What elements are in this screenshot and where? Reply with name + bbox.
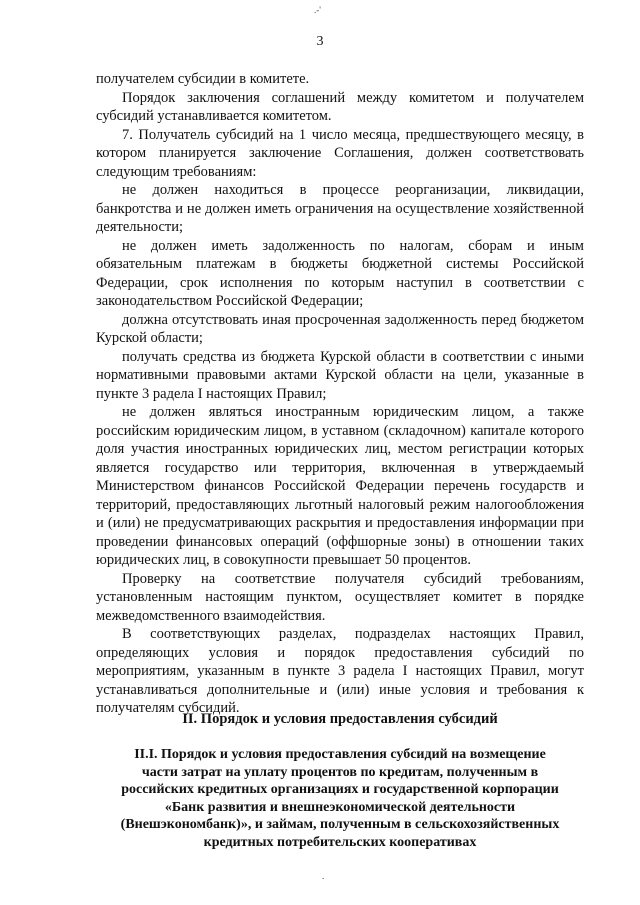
- subsection-title-line: (Внешэкономбанк)», и займам, полученным в сельскохозяйственных: [120, 817, 560, 832]
- section-title: II. Порядок и условия предоставления субсидий: [182, 711, 498, 727]
- paragraph-2: Порядок заключения соглашений между комитетом и получателем субсидий устанавливается комитетом.: [96, 89, 584, 124]
- subsection-title-line: II.I. Порядок и условия предоставления субсидий на возмещение: [134, 747, 546, 762]
- paragraph-8: не должен являться иностранным юридическим лицом, а также российским юридическим лицом, в уставном (складочном) капитале которого доля участия иностранных юридических лиц, местом регистрации которых является государство или территория, включенная в утверждаемый Министерством финансов Российской Федерации перечень государств и территорий, предоставляющих льготный налоговый режим налогообложения и (или) не предусматривающих раскрытия и предоставления информации при проведении финансовых операций (оффшорные зоны) в отношении таких юридических лиц, в совокупности превышает 50 процентов.: [96, 404, 584, 568]
- scan-mark: .-': [314, 5, 321, 15]
- subsection-title: [96, 746, 584, 851]
- page-number: 3: [316, 34, 324, 49]
- document-body: [96, 70, 584, 718]
- subsection-title-line: «Банк развития и внешнеэкономической деятельности: [164, 799, 516, 815]
- subsection-title-line: части затрат на уплату процентов по кредитам, полученным в: [141, 764, 539, 780]
- paragraph-10: В соответствующих разделах, подразделах настоящих Правил, определяющих условия и порядок предоставления субсидий по мероприятиям, указанным в пункте 3 радела I настоящих Правил, могут устанавливаться дополнительные и (или) иные условия и требования к получателям субсидий.: [96, 626, 584, 716]
- paragraph-7: получать средства из бюджета Курской области в соответствии с иными нормативными правовыми актами Курской области на цели, указанные в пункте 3 радела I настоящих Правил;: [96, 348, 584, 402]
- paragraph-1: получателем субсидии в комитете.: [96, 71, 310, 87]
- paragraph-9: Проверку на соответствие получателя субсидий требованиям, установленным настоящим пунктом, осуществляет комитет в порядке межведомственного взаимодействия.: [96, 570, 584, 624]
- paragraph-4: не должен находиться в процессе реорганизации, ликвидации, банкротства и не должен иметь ограничения на осуществление хозяйственной деятельности;: [96, 182, 584, 235]
- paragraph-6: должна отсутствовать иная просроченная задолженность перед бюджетом Курской области;: [96, 311, 584, 346]
- scan-mark: .: [322, 871, 325, 881]
- paragraph-3: 7. Получатель субсидий на 1 число месяца, предшествующего месяцу, в котором планируется заключение Соглашения, должен соответствовать следующим требованиям:: [96, 126, 584, 180]
- subsection-title-line: российских кредитных организациях и государственной корпорации: [121, 782, 559, 797]
- paragraph-5: не должен иметь задолженность по налогам, сборам и иным обязательным платежам в бюджеты бюджетной системы Российской Федерации, срок исполнения по которым наступил в соответствии с законодательством Российской Федерации;: [96, 237, 584, 309]
- subsection-title-line: кредитных потребительских кооперативах: [203, 834, 477, 850]
